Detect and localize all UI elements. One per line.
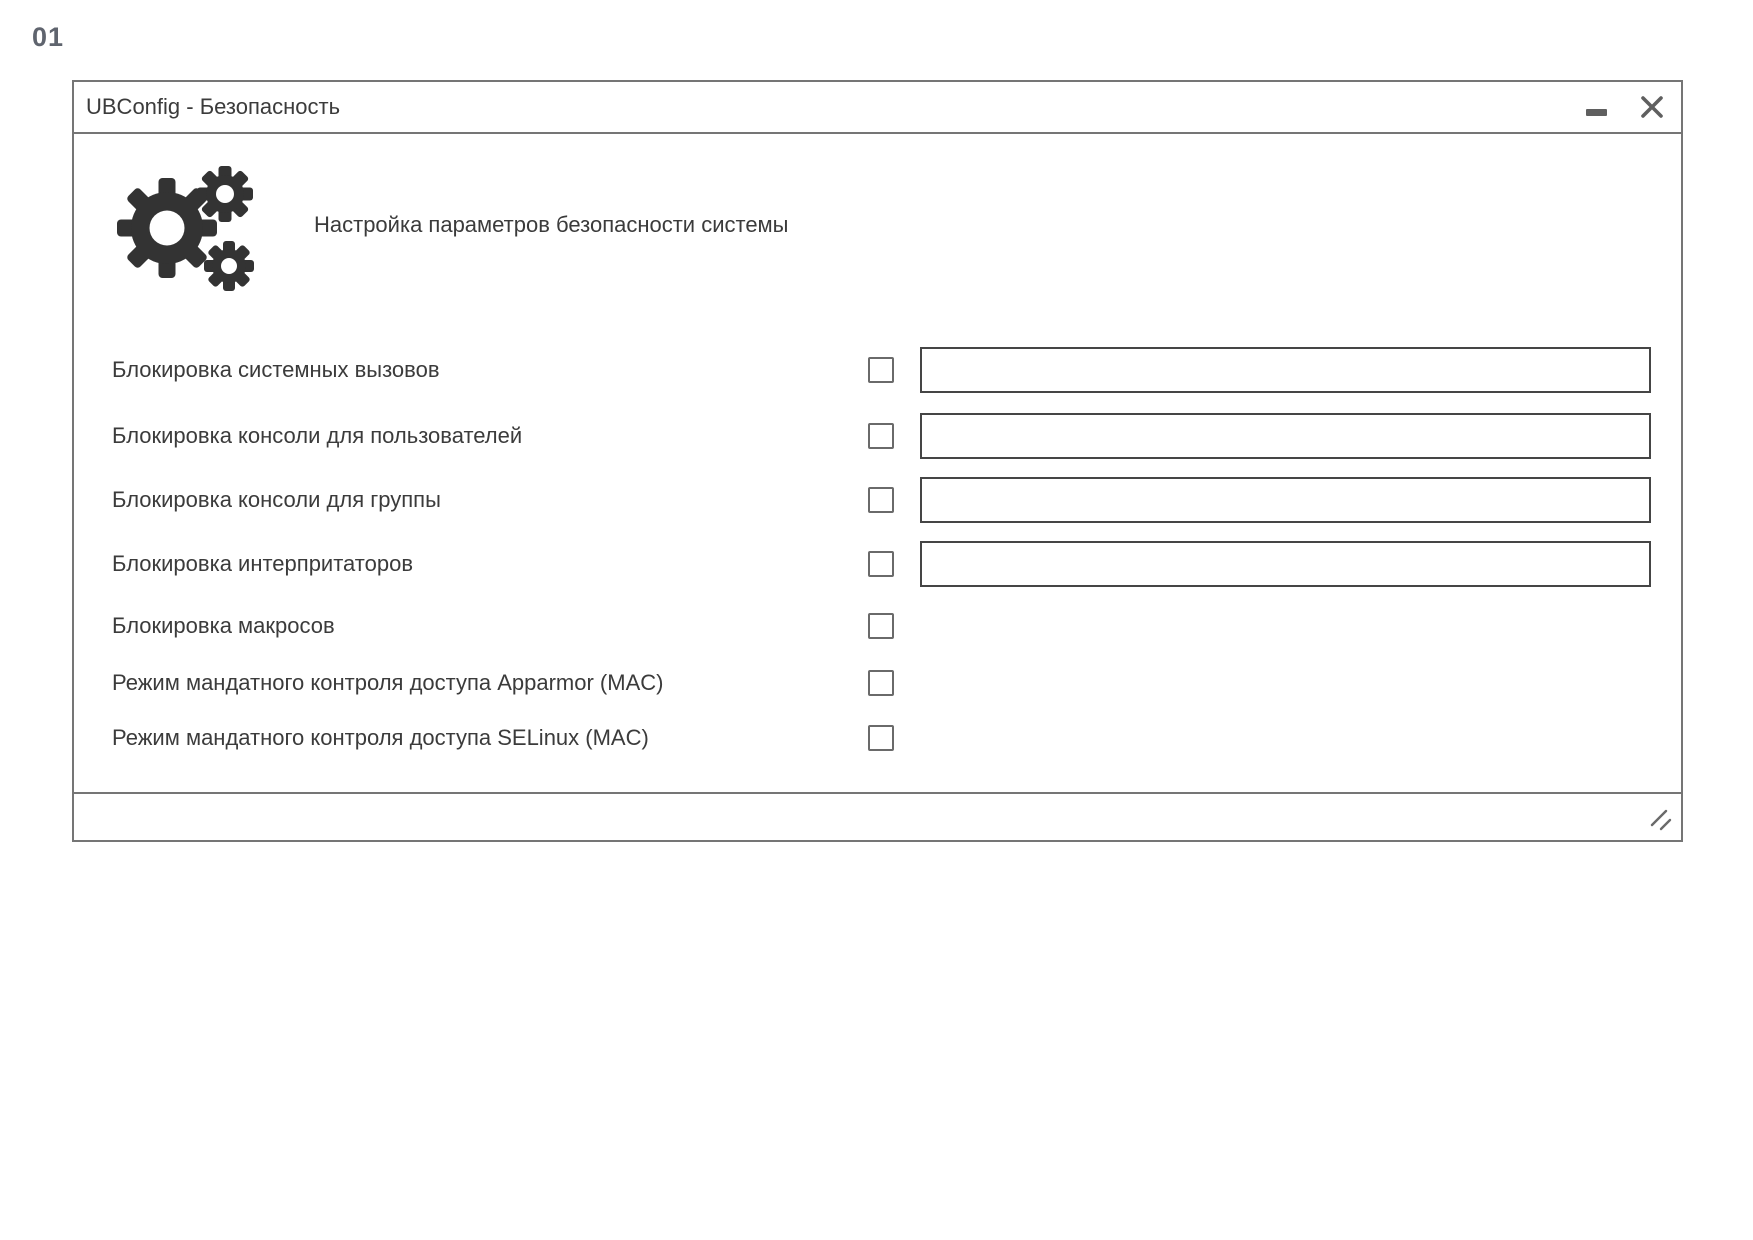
setting-checkbox[interactable] [868, 423, 894, 449]
setting-checkbox[interactable] [868, 357, 894, 383]
minimize-icon [1586, 109, 1607, 116]
setting-input[interactable] [920, 413, 1651, 459]
window-subtitle: Настройка параметров безопасности системы [314, 212, 789, 237]
settings-row [74, 413, 1681, 459]
minimize-button[interactable] [1583, 92, 1609, 122]
window-content [74, 134, 1681, 792]
settings-row [74, 715, 1681, 761]
settings-row [74, 603, 1681, 649]
settings-row [74, 347, 1681, 393]
settings-row [74, 660, 1681, 706]
setting-input[interactable] [920, 541, 1651, 587]
resize-grip-icon[interactable] [1649, 808, 1673, 832]
window-titlebar [74, 82, 1681, 134]
window-title: UBConfig - Безопасность [86, 94, 341, 119]
ubconfig-security-window [72, 80, 1683, 842]
setting-label: Блокировка консоли для группы [112, 487, 441, 512]
settings-rows [74, 134, 1681, 792]
setting-label: Блокировка консоли для пользователей [112, 423, 523, 448]
setting-checkbox[interactable] [868, 551, 894, 577]
setting-checkbox[interactable] [868, 725, 894, 751]
setting-checkbox[interactable] [868, 670, 894, 696]
setting-label: Блокировка системных вызовов [112, 357, 440, 382]
close-icon [1639, 94, 1665, 120]
setting-checkbox[interactable] [868, 487, 894, 513]
close-button[interactable] [1639, 92, 1665, 122]
setting-label: Режим мандатного контроля доступа Apparmor (MAC) [112, 670, 664, 695]
setting-label: Блокировка интерпритаторов [112, 551, 414, 576]
settings-row [74, 477, 1681, 523]
slide-number: 01 [32, 22, 65, 52]
window-controls [1583, 82, 1665, 132]
window-statusbar [74, 792, 1681, 840]
settings-row [74, 541, 1681, 587]
setting-label: Режим мандатного контроля доступа SELinux (MAC) [112, 725, 649, 750]
setting-label: Блокировка макросов [112, 613, 335, 638]
setting-input[interactable] [920, 347, 1651, 393]
setting-input[interactable] [920, 477, 1651, 523]
setting-checkbox[interactable] [868, 613, 894, 639]
